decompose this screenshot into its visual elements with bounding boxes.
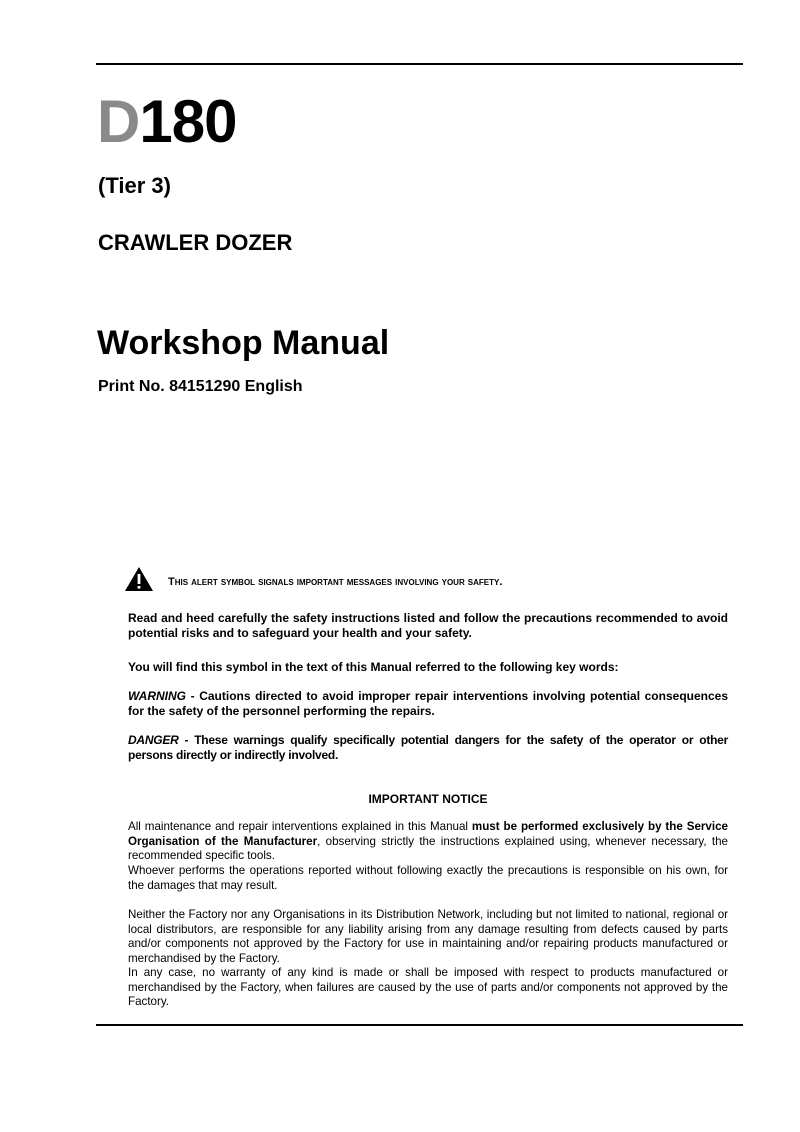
warning-label: WARNING: [128, 689, 186, 703]
top-rule: [96, 63, 743, 65]
manual-title: Workshop Manual: [97, 324, 390, 362]
read-heed-paragraph: Read and heed carefully the safety instructions listed and follow the precautions recommended to avoid potential risks and to safeguard your health and your safety.: [128, 611, 728, 640]
notice-p1-end: , observing strictly the instructions explained using, whenever necessary, the recommended specific tools.: [128, 834, 728, 863]
print-number: Print No. 84151290 English: [98, 378, 303, 395]
important-notice-title: IMPORTANT NOTICE: [368, 792, 488, 806]
model-number: 180: [139, 88, 237, 155]
notice-paragraph-3: Neither the Factory nor any Organisations in its Distribution Network, including but not limited to national, regional or local distributors, are responsible for any liability arising from any damage resulting from defects caused by parts and/or components not approved by the Factory for use in maintaining and/or repairing products manufactured or merchandised by the Factory.: [128, 908, 728, 965]
warning-triangle-icon: [124, 566, 154, 592]
warning-paragraph: [128, 689, 728, 719]
danger-paragraph: [128, 733, 728, 763]
warning-text: - Cautions directed to avoid improper repair interventions involving potential consequences for the safety of the personnel performing the repairs.: [128, 689, 728, 718]
danger-label: DANGER: [128, 733, 179, 747]
notice-paragraph-2: Whoever performs the operations reported without following exactly the precautions is responsible on his own, for the damages that may result.: [128, 864, 728, 892]
notice-p1-start: All maintenance and repair interventions explained in this Manual: [128, 820, 472, 833]
danger-text: - These warnings qualify specifically potential dangers for the safety of the operator or other persons directly or indirectly involved.: [128, 733, 728, 762]
bottom-rule: [96, 1024, 743, 1026]
tier-label: (Tier 3): [98, 173, 171, 198]
notice-p1-bold: must be performed exclusively by the Service Organisation of the Manufacturer: [128, 820, 728, 848]
machine-type: CRAWLER DOZER: [98, 230, 293, 255]
alert-text: This alert symbol signals important messages involving your safety.: [168, 576, 503, 588]
safety-alert: [124, 566, 734, 594]
notice-paragraph-1: [128, 820, 728, 864]
model-prefix: D: [97, 88, 140, 155]
model-name: [97, 86, 236, 158]
symbol-intro-paragraph: You will find this symbol in the text of this Manual referred to the following key words:: [128, 660, 619, 674]
notice-paragraph-4: In any case, no warranty of any kind is made or shall be imposed with respect to products manufactured or merchandised by the Factory, when failures are caused by the use of parts and/or components not approved by the Factory.: [128, 966, 728, 1009]
